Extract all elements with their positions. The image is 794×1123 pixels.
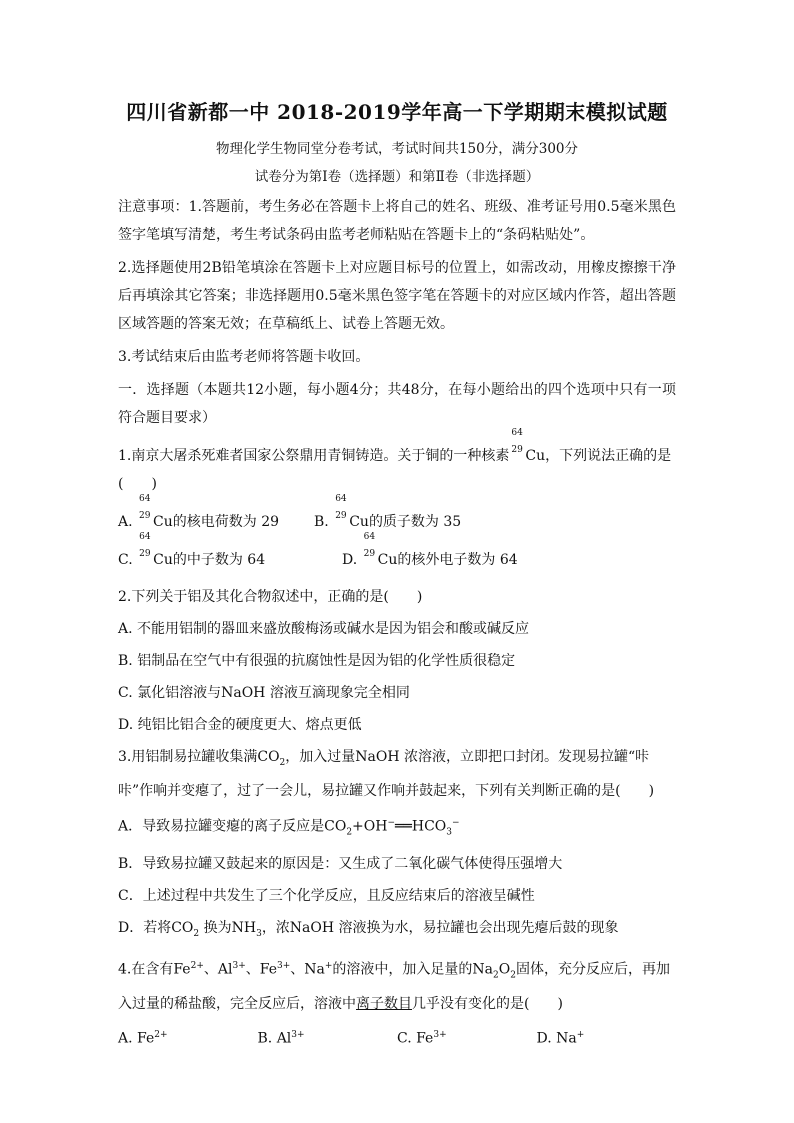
q1-options-row-2 <box>118 532 676 574</box>
text: D．若将CO <box>118 920 194 937</box>
option-letter: C. <box>118 552 133 568</box>
element-symbol: Cu <box>349 514 369 530</box>
text: 、Al <box>203 961 233 978</box>
text: +OH <box>352 818 388 835</box>
mass-number: 64 <box>139 494 151 504</box>
nuclide-cu64 <box>363 532 398 574</box>
superscript: 3+ <box>291 1029 305 1040</box>
option-label: A. Fe <box>118 1030 155 1047</box>
text: 固体，充分反应后，再加入过量的稀盐酸，完全反应后，溶液中 <box>118 961 670 1012</box>
mass-number: 64 <box>335 494 347 504</box>
section-heading: 一．选择题（本题共12小题，每小题4分；共48分，在每小题给出的四个选项中只有一项符合题目要求） <box>118 382 676 426</box>
mass-number: 64 <box>511 428 523 438</box>
option-letter: D. <box>342 552 358 568</box>
q3-option-c: C．上述过程中共发生了三个化学反应，且反应结束后的溶液呈碱性 <box>118 888 535 905</box>
subscript: 2 <box>493 970 499 981</box>
subscript: 3 <box>256 929 262 940</box>
atomic-number: 29 <box>139 549 151 559</box>
nuclide-cu64 <box>139 532 173 574</box>
q4-options-row <box>118 1022 676 1052</box>
q1-stem-part-b: ，下列说法正确的是( ) <box>118 448 672 492</box>
option-text: 的核电荷数为 29 <box>172 514 280 530</box>
question-4-stem <box>118 952 676 1017</box>
q2-option-b: B. 铝制品在空气中有很强的抗腐蚀性是因为铝的化学性质很稳定 <box>118 653 516 669</box>
subscript: 2 <box>193 929 200 940</box>
superscript: 3+ <box>433 1029 447 1040</box>
option-letter: B. <box>314 514 329 530</box>
q3-option-d <box>118 914 676 948</box>
question-3-stem <box>118 743 676 805</box>
subscript: 3 <box>446 827 453 838</box>
q1-option-b <box>314 494 462 536</box>
option-label: D. Na <box>536 1030 577 1047</box>
q2-option-c: C. 氯化铝溶液与NaOH 溶液互滴现象完全相同 <box>118 685 410 701</box>
text: 、Fe <box>245 961 277 978</box>
text: ══HCO <box>395 818 447 835</box>
note-1: 注意事项：1.答题前，考生务必在答题卡上将自己的姓名、班级、准考证号用0.5毫米黑色签字笔填写清楚，考生考试条码由监考老师粘贴在答题卡上的“条码粘贴处”。 <box>118 199 676 243</box>
superscript: 2+ <box>154 1029 168 1040</box>
element-symbol: Cu <box>377 552 398 568</box>
subscript: 2 <box>346 827 353 838</box>
q4-option-c <box>397 1022 537 1052</box>
superscript: + <box>576 1029 585 1040</box>
q3-stem-text-1: 3.用铝制易拉罐收集满CO <box>118 749 280 765</box>
note-2: 2.选择题使用2B铅笔填涂在答题卡上对应题目标号的位置上，如需改动，用橡皮擦擦干净后再填涂其它答案；非选择题用0.5毫米黑色签字笔在答题卡的对应区域内作答，超出答题区域答题的答案无效；在草稿纸上、试卷上答题无效。 <box>118 260 676 332</box>
atomic-number: 29 <box>511 445 523 455</box>
q3-stem-text-2: ，加入过量NaOH 浓溶液，立即把口封闭。发现易拉罐“咔咔”作响并变瘪了，过了一会儿，易拉罐又作响并鼓起来，下列有关判断正确的是( ) <box>118 749 655 799</box>
option-text: 的中子数为 64 <box>172 552 266 568</box>
option-letter: A. <box>118 514 133 530</box>
question-1-stem <box>118 428 676 498</box>
element-symbol: Cu <box>153 514 173 530</box>
text: ，浓NaOH 溶液换为水，易拉罐也会出现先瘪后鼓的现象 <box>261 920 619 937</box>
q4-option-a <box>118 1022 258 1052</box>
option-text: 的质子数为 35 <box>368 514 462 530</box>
exam-title: 四川省新都一中 2018-2019学年高一下学期期末模拟试题 <box>126 100 668 124</box>
option-text: 的核外电子数为 64 <box>397 552 518 568</box>
element-symbol: Cu <box>525 448 546 464</box>
subscript: 2 <box>279 757 286 768</box>
q3-option-b: B．导致易拉罐又鼓起来的原因是：又生成了二氧化碳气体使得压强增大 <box>118 856 563 873</box>
option-label: C. Fe <box>397 1030 434 1047</box>
text: O <box>498 961 511 978</box>
superscript: 2+ <box>190 961 204 972</box>
text: 4.在含有Fe <box>118 961 191 978</box>
superscript: + <box>324 961 333 972</box>
subscript: 2 <box>510 970 516 981</box>
question-2-stem: 2.下列关于铝及其化合物叙述中，正确的是( ) <box>118 589 423 605</box>
text: 几乎没有变化的是( ) <box>412 995 563 1012</box>
superscript: − <box>387 817 396 828</box>
q3-option-a <box>118 809 676 846</box>
superscript: 3+ <box>276 961 291 972</box>
exam-info: 物理化学生物同堂分卷考试，考试时间共150分，满分300分 <box>215 141 579 157</box>
nuclide-cu64 <box>511 428 546 470</box>
q1-options-row-1 <box>118 494 676 536</box>
exam-structure: 试卷分为第Ⅰ卷（选择题）和第Ⅱ卷（非选择题） <box>254 169 540 185</box>
superscript: 3+ <box>232 961 246 972</box>
mass-number: 64 <box>363 532 376 542</box>
text: 、Na <box>290 961 325 978</box>
q4-option-b <box>258 1022 398 1052</box>
q1-option-c <box>118 532 342 574</box>
text: A．导致易拉罐变瘪的离子反应是CO <box>118 818 347 835</box>
option-label: B. Al <box>257 1030 292 1047</box>
mass-number: 64 <box>139 532 151 542</box>
atomic-number: 29 <box>335 511 347 521</box>
text: 换为NH <box>199 920 257 937</box>
element-symbol: Cu <box>153 552 173 568</box>
q4-option-d <box>537 1022 677 1052</box>
q1-stem-part-a: 1.南京大屠杀死难者国家公祭鼎用青铜铸造。关于铜的一种核素 <box>118 448 510 464</box>
superscript: − <box>452 817 460 828</box>
underlined-text: 离子数目 <box>356 995 412 1012</box>
q1-option-d <box>342 532 518 574</box>
atomic-number: 29 <box>363 549 376 559</box>
note-3: 3.考试结束后由监考老师将答题卡收回。 <box>118 349 370 365</box>
q2-option-d: D. 纯铝比铝合金的硬度更大、熔点更低 <box>118 717 362 733</box>
atomic-number: 29 <box>139 511 151 521</box>
text: 的溶液中，加入足量的Na <box>332 961 494 978</box>
q2-option-a: A. 不能用铝制的器皿来盛放酸梅汤或碱水是因为铝会和酸或碱反应 <box>118 621 530 637</box>
